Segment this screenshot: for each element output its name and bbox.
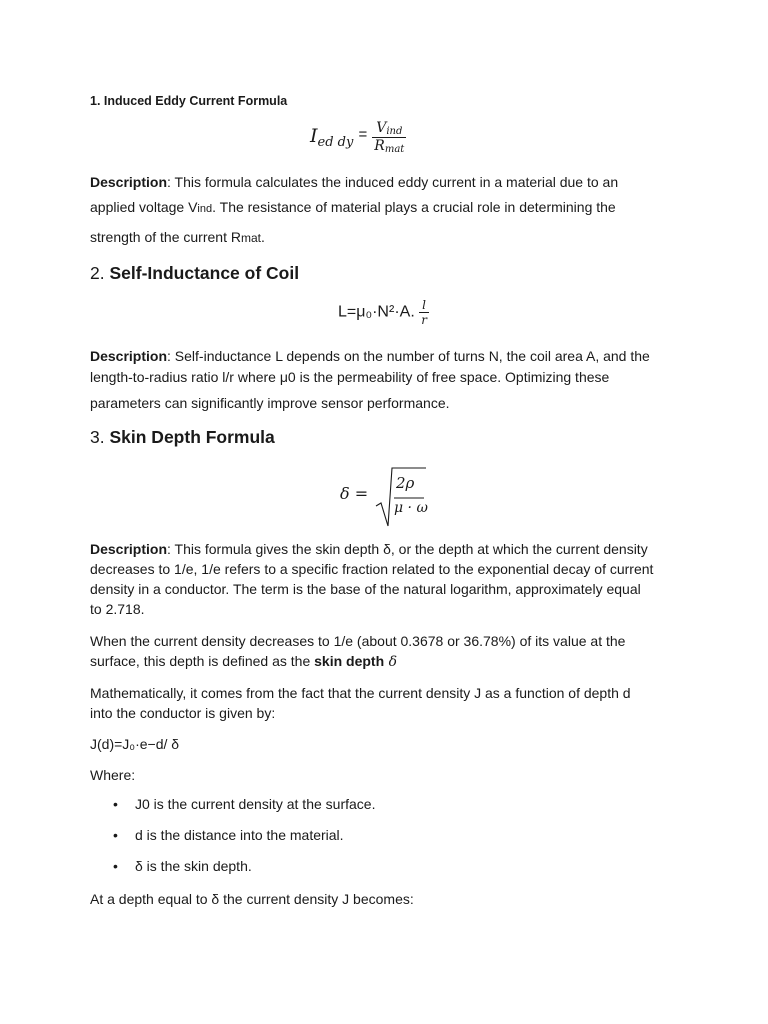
- description-label: Description: [90, 174, 168, 190]
- skin-depth-lhs: δ =: [340, 484, 369, 503]
- section2-description-line2: length-to-radius ratio l/r where μ0 is the permeability of free space. Optimizing these: [90, 369, 610, 385]
- formula-lhs-sub: ed dy: [317, 135, 354, 150]
- formula-numerator: Vind: [376, 120, 403, 137]
- section1-description-line1: Description: This formula calculates the induced eddy current in a material due to an: [90, 174, 619, 190]
- section3-description-line2: decreases to 1/e, 1/e refers to a specific fraction related to the exponential decay of current: [90, 561, 654, 577]
- section3-description-line4: to 2.718.: [90, 601, 145, 617]
- skin-depth-formula: [340, 462, 440, 532]
- section1-description-line3: strength of the current Rmat.: [90, 229, 265, 245]
- where-label: Where:: [90, 767, 136, 783]
- list-item: • d is the distance into the material.: [113, 827, 344, 843]
- skin-depth-numerator: 2ρ: [396, 474, 415, 492]
- para3-line1: Mathematically, it comes from the fact that the current density J as a function of depth d: [90, 685, 631, 701]
- section3-description-line3: density in a conductor. The term is the base of the natural logarithm, approximately equal: [90, 581, 641, 597]
- inductance-fraction: [419, 298, 429, 327]
- formula-lhs-symbol: I: [310, 125, 318, 147]
- list-item: • δ is the skin depth.: [113, 858, 252, 874]
- description-label: Description: [90, 348, 168, 364]
- formula-equals: =: [358, 126, 368, 143]
- eddy-current-formula: [310, 120, 406, 155]
- inductance-fraction-den: r: [421, 313, 427, 327]
- inductance-formula-text: L=μ₀·N²·A.: [338, 303, 415, 321]
- current-density-equation: J(d)=J₀·e−d/ δ: [90, 736, 180, 752]
- formula-denominator: Rmat: [374, 138, 405, 155]
- description-label: Description: [90, 541, 168, 557]
- section2-description-line3: parameters can significantly improve sensor performance.: [90, 395, 450, 411]
- section3-description-line1: Description: This formula gives the skin depth δ, or the depth at which the current density: [90, 541, 648, 557]
- section2-heading: 2. Self-Inductance of Coil: [90, 263, 300, 283]
- formula-fraction: [372, 120, 406, 155]
- section2-description-line1: Description: Self-inductance L depends on the number of turns N, the coil area A, and the: [90, 348, 650, 364]
- section3-heading: 3. Skin Depth Formula: [90, 427, 275, 447]
- para3-line2: into the conductor is given by:: [90, 705, 276, 721]
- para2-line2: surface, this depth is defined as the skin depth δ: [90, 653, 398, 670]
- section1-description-line2: applied voltage Vind. The resistance of material plays a crucial role in determining the: [90, 199, 616, 215]
- final-line: At a depth equal to δ the current density J becomes:: [90, 891, 414, 907]
- inductance-fraction-num: l: [422, 298, 427, 312]
- list-item: • J0 is the current density at the surface.: [113, 796, 376, 812]
- para2-line1: When the current density decreases to 1/e (about 0.3678 or 36.78%) of its value at the: [90, 633, 626, 649]
- section1-heading: 1. Induced Eddy Current Formula: [90, 94, 288, 108]
- self-inductance-formula: [338, 298, 429, 327]
- skin-depth-denominator: μ · ω: [394, 500, 428, 516]
